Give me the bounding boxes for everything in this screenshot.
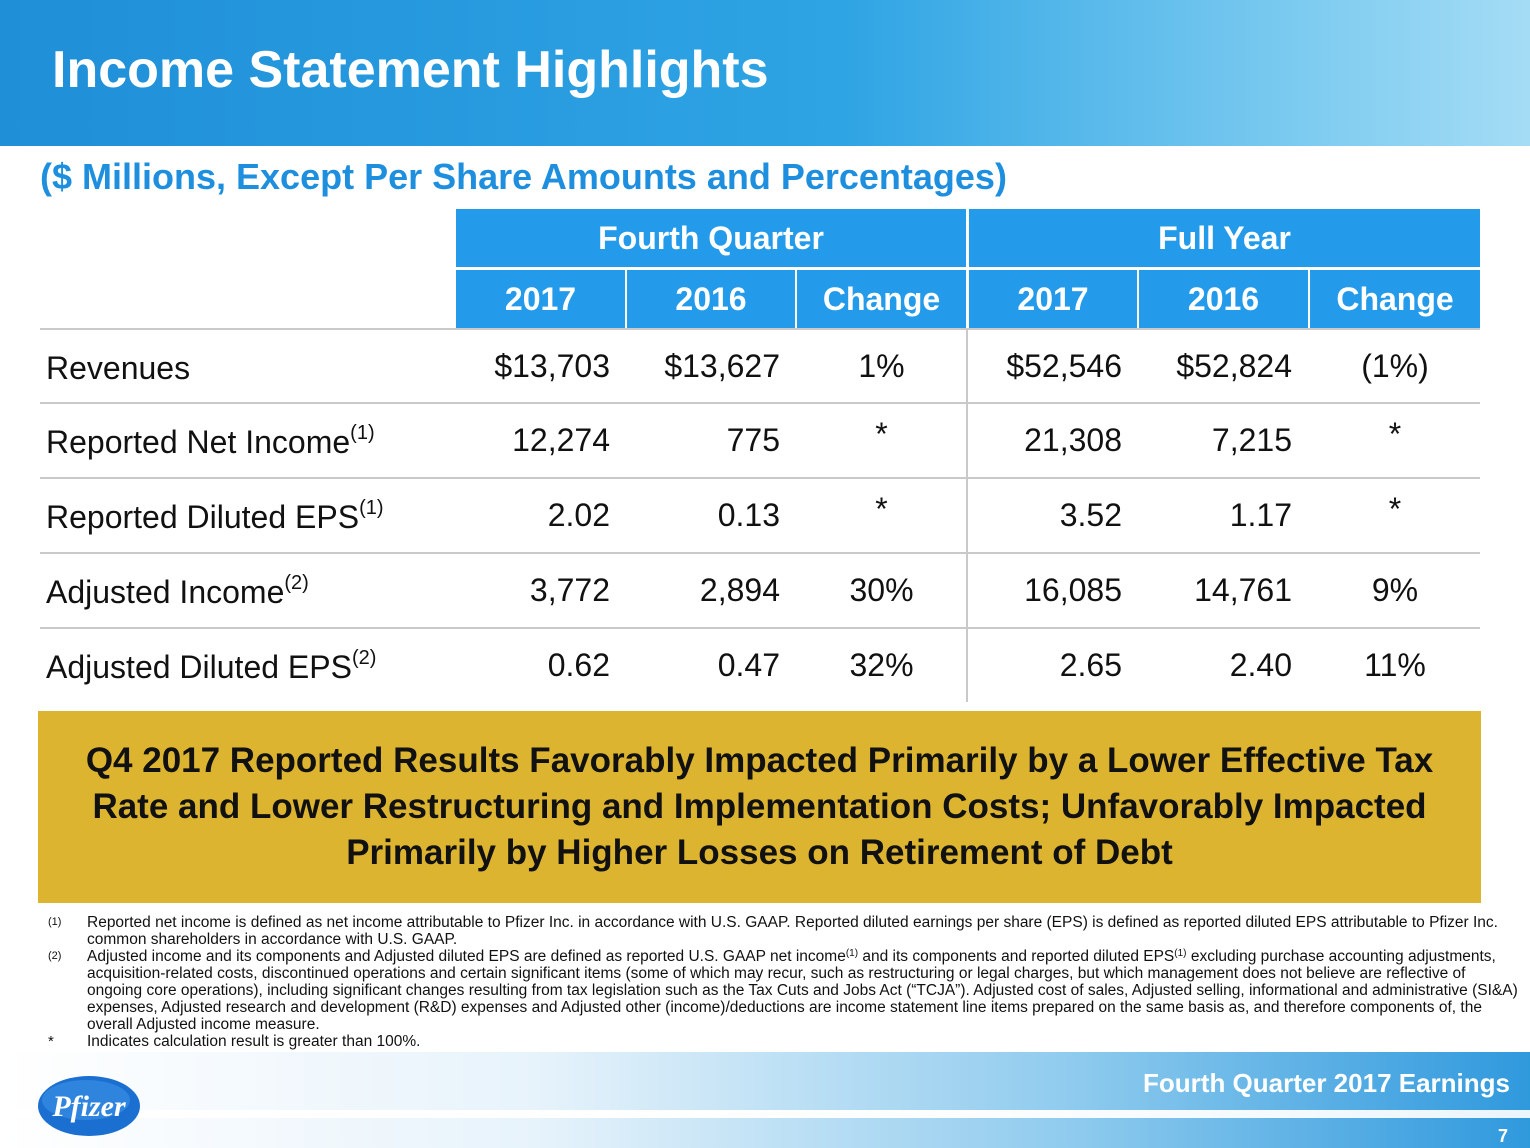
table-row-reported-net-income (40, 404, 1480, 478)
cell-q4-change: 32% (849, 647, 914, 683)
footnote-2: (2) Adjusted income and its components and Adjusted diluted EPS are defined as reported U.S. GAAP net income$^{(1)}$ and its components and reported diluted EPS$^{(1)}$ excluding purchase accounting adjustments, acquisition-related costs, discontinued operations and certain significant items (some of which may recur, such as restructuring or legal charges, but which management does not believe are reflective of ongoing core operations), including significant changes resulting from tax legislation such as the Tax Cuts and Jobs Act (“TCJA”). Adjusted cost of sales, Adjusted selling, informational and administrative (SI&A) expenses, Adjusted research and development (R&D) expenses and Adjusted other (income)/deductions are income statement line items prepared on the same basis as, and therefore components of, the overall Adjusted income measure. (48, 948, 1518, 1033)
cell-q4-2016: 2,894 (699, 572, 780, 608)
row-label: Reported Net Income$^{(1)}$ (46, 422, 375, 460)
cell-fy-2016: 1.17 (1229, 497, 1292, 533)
cell-q4-2017: 3,772 (529, 572, 610, 608)
cell-q4-2017: 2.02 (547, 497, 610, 533)
col-header-q4-2017: 2017 (456, 270, 625, 328)
group-header-fourth-quarter: Fourth Quarter (456, 209, 966, 267)
cell-fy-2016: 2.40 (1229, 647, 1292, 683)
cell-q4-2016: 775 (726, 422, 780, 458)
cell-fy-change: 11% (1364, 647, 1426, 683)
cell-q4-change: * (875, 416, 888, 452)
cell-fy-2017: 3.52 (1059, 497, 1122, 533)
footnote-marker: (2) (48, 950, 62, 962)
units-subtitle: ($ Millions, Except Per Share Amounts and Percentages) (40, 156, 1007, 197)
header-banner (0, 0, 1530, 146)
cell-q4-2017: $13,703 (494, 348, 610, 384)
cell-q4-2017: 0.62 (547, 647, 610, 683)
cell-fy-2017: 2.65 (1059, 647, 1122, 683)
table-row-reported-diluted-eps (40, 479, 1480, 553)
col-header-fy-change: Change (1310, 270, 1480, 328)
row-label: Reported Diluted EPS$^{(1)}$ (46, 497, 384, 535)
cell-fy-2016: 7,215 (1211, 422, 1292, 458)
row-label: Adjusted Diluted EPS$^{(2)}$ (46, 647, 377, 685)
cell-fy-2017: 16,085 (1024, 572, 1122, 608)
cell-fy-change: * (1388, 491, 1402, 527)
group-header-full-year: Full Year (969, 209, 1480, 267)
cell-q4-2016: $13,627 (664, 348, 780, 384)
footnote-text: Indicates calculation result is greater than 100%. (87, 1033, 421, 1050)
cell-fy-change: * (1388, 416, 1402, 452)
logo-wordmark: Pfizer (52, 1090, 126, 1123)
footer-band (0, 1052, 1530, 1148)
cell-q4-change: * (875, 491, 888, 527)
col-header-fy-2017: 2017 (969, 270, 1137, 328)
table-row-adjusted-diluted-eps (40, 629, 1480, 703)
col-header-fy-2016: 2016 (1139, 270, 1308, 328)
footnote-marker: (1) (48, 916, 62, 928)
callout-text: Q4 2017 Reported Results Favorably Impacted Primarily by a Lower Effective Tax Rate and Lower Restructuring and Implementation Costs; Unfavorably Impacted Primarily by Higher Losses on Retirement of Debt (85, 741, 1434, 872)
pfizer-logo-icon (36, 1074, 142, 1138)
footnote-marker: * (48, 1033, 54, 1050)
cell-fy-2016: $52,824 (1176, 348, 1292, 384)
footnote-1 (48, 914, 1518, 948)
col-header-q4-change: Change (797, 270, 966, 328)
table-row-revenues (40, 330, 1480, 404)
col-header-q4-2016: 2016 (627, 270, 795, 328)
page-number: 7 (1497, 1126, 1508, 1146)
cell-fy-2017: $52,546 (1006, 348, 1122, 384)
footer-stripe (0, 1110, 1530, 1118)
cell-q4-change: 30% (849, 572, 914, 608)
page-title: Income Statement Highlights (52, 41, 769, 99)
footnote-text: Reported net income is defined as net income attributable to Pfizer Inc. in accordance with U.S. GAAP. Reported diluted earnings per share (EPS) is defined as reported diluted EPS attributable to Pfizer Inc. common shareholders in accordance with U.S. GAAP. (87, 914, 1498, 948)
cell-q4-2016: 0.47 (717, 647, 780, 683)
cell-fy-change: 9% (1371, 572, 1419, 608)
cell-q4-2016: 0.13 (717, 497, 780, 533)
cell-fy-2017: 21,308 (1024, 422, 1122, 458)
footer-title: Fourth Quarter 2017 Earnings (1143, 1068, 1510, 1098)
cell-q4-change: 1% (858, 348, 905, 384)
footnotes (48, 914, 1518, 1050)
cell-fy-change: (1%) (1361, 348, 1429, 384)
cell-fy-2016: 14,761 (1194, 572, 1292, 608)
callout-box (38, 711, 1481, 903)
footnote-3 (48, 1033, 1518, 1050)
row-label: Revenues (46, 350, 191, 386)
row-label: Adjusted Income$^{(2)}$ (46, 572, 309, 610)
table-row-adjusted-income (40, 554, 1480, 628)
cell-q4-2017: 12,274 (512, 422, 610, 458)
